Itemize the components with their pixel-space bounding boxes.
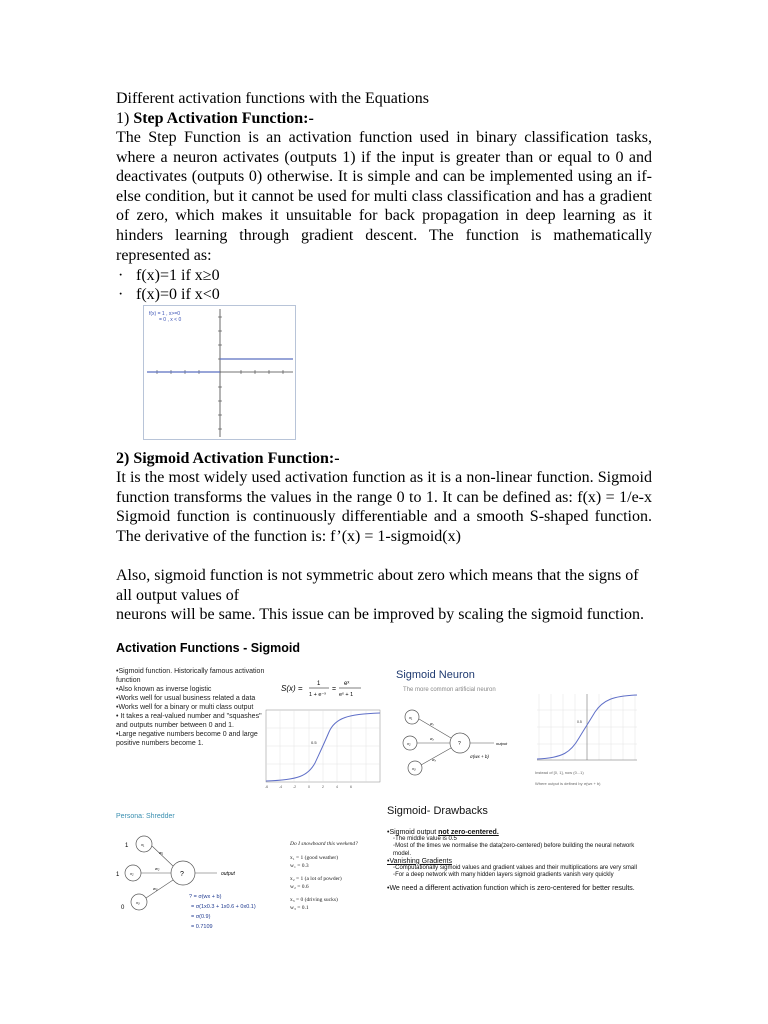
svg-text:1: 1 [317, 681, 321, 687]
step-plot-svg [143, 305, 296, 440]
range-note: Instead of [0, 1], now (0...1) [535, 770, 584, 775]
svg-text:= σ(0.9): = σ(0.9) [191, 914, 211, 920]
step-function-plot [143, 305, 296, 440]
svg-text:x₂: x₂ [130, 871, 134, 876]
svg-text:?: ? [180, 871, 184, 878]
sigmoid-curve-plot [263, 708, 385, 790]
svg-text:?: ? [458, 741, 461, 747]
svg-text:1 + e⁻ˣ: 1 + e⁻ˣ [309, 692, 327, 698]
svg-text:-2: -2 [293, 785, 297, 789]
svg-text:w₁: w₁ [430, 722, 434, 726]
step-bullet-2: · f(x)=0 if x<0 [118, 286, 220, 303]
drawbacks-points: •Sigmoid output not zero-centered. ◦The middle value is 0.5 ◦Most of the times we normalise the data(zero-centered) before building the neural network model. •Vanishing Gradients ◦Computationally sigmoid values and gradient values and their multiplications are very small ◦For a deep network with many hidden layers sigmoid gradients vanish very quickly •We need a different activation function which is zero-centered for better results. [387, 829, 637, 893]
svg-text:4: 4 [336, 785, 338, 789]
persona-slide [113, 810, 383, 935]
sigmoid-neuron-subtitle: The more common artificial neuron [403, 687, 496, 693]
svg-text:x₂: x₂ [407, 741, 411, 746]
step-legend-line-1: f(x) = 1 , x>=0 [149, 311, 180, 317]
intro-line: Different activation functions with the Equations [116, 90, 429, 107]
svg-text:6: 6 [350, 785, 352, 789]
sigmoid-neuron-diagram [398, 706, 523, 778]
svg-text:eˣ: eˣ [344, 681, 350, 687]
svg-text:0: 0 [308, 785, 310, 789]
svg-text:x₁: x₁ [409, 715, 413, 720]
step-body: The Step Function is an activation function used in binary classification tasks, where a neuron activates (outputs 1) if the input is greater than or equal to 0 and deactivates (outputs 0) otherwise. It is simple and can be implemented using an if-else condition, but it cannot be used for multi class classification and has a gradient of zero, which makes it unsuitable for back propagation in deep learning as it hinders learning through gradient descent. The function is mathematically represented as: [116, 129, 652, 264]
svg-text:w₃: w₃ [432, 758, 436, 762]
svg-text:-4: -4 [279, 785, 283, 789]
svg-text:w₂: w₂ [430, 737, 434, 741]
step-heading [116, 109, 652, 129]
slide1-bullets: •Sigmoid function. Historically famous activation function •Also known as inverse logistic •Works well for usual business related a data •Works well for a binary or multi class output • It takes a real-valued number and "squashes" and outputs number between 0 and 1. •Large negative numbers become 0 and large positive numbers become 1. [116, 668, 265, 747]
svg-text:x₁: x₁ [141, 842, 145, 847]
drawbacks-slide [383, 800, 645, 935]
svg-text:w₁: w₁ [159, 850, 164, 855]
sigmoid-body-1: It is the most widely used activation function as it is a non-linear function. Sigmoid function transforms the values in the range 0 to 1. It can be defined as: f(x) = 1/e-x Sigmoid function is continuously differentiable and a smooth S-shaped function. The derivative of the function is: f’(x) = 1-sigmoid(x) [116, 469, 652, 545]
svg-text:0.5: 0.5 [577, 720, 582, 724]
svg-text:S(x) =: S(x) = [281, 684, 303, 693]
persona-neuron-diagram [113, 828, 273, 935]
svg-text:x₃: x₃ [136, 900, 140, 905]
step-legend-line-2: = 0 , x < 0 [159, 317, 182, 323]
sigmoid-heading: 2) Sigmoid Activation Function:- [116, 450, 340, 467]
sigmoid-small-plot [533, 690, 641, 790]
sigmoid-formula [281, 676, 381, 700]
svg-text:eˣ + 1: eˣ + 1 [339, 692, 354, 698]
svg-text:0.5: 0.5 [311, 740, 317, 745]
persona-inputs: Do I snowboard this weekend? x₁ = 1 (good weather) w₁ = 0.3 x₂ = 1 (a lot of powder) w₂ = 0.6 x₃ = 0 (driving sucks) w₃ = 0.1 [290, 841, 358, 911]
svg-text:? = σ(wx + b): ? = σ(wx + b) [189, 894, 222, 900]
svg-text:1: 1 [125, 843, 129, 849]
svg-text:2: 2 [322, 785, 324, 789]
svg-text:-6: -6 [265, 785, 269, 789]
sigmoid-body-2: Also, sigmoid function is not symmetric about zero which means that the signs of all output values of neurons will be same. This issue can be improved by scaling the sigmoid function. [116, 567, 645, 624]
svg-text:=: = [332, 686, 337, 693]
svg-text:= 0.7109: = 0.7109 [191, 924, 213, 930]
drawbacks-title: Sigmoid- Drawbacks [387, 805, 488, 817]
svg-text:0: 0 [121, 905, 125, 911]
svg-text:x₃: x₃ [412, 766, 416, 771]
step-bullet-1: · f(x)=1 if x≥0 [118, 267, 220, 284]
slide1-title: Activation Functions - Sigmoid [116, 641, 301, 655]
persona-label: Persona: Shredder [116, 813, 175, 820]
svg-text:output: output [496, 741, 508, 746]
svg-text:w₃: w₃ [153, 886, 158, 891]
bullet-dot: · [118, 286, 124, 303]
sigmoid-neuron-title: Sigmoid Neuron [396, 669, 475, 681]
svg-text:σ(wx + b): σ(wx + b) [470, 754, 489, 759]
step-title: Step Activation Function:- [133, 110, 314, 127]
bullet-dot: · [118, 267, 124, 284]
svg-text:= σ(1x0.3 + 1x0.6 + 0x0.1): = σ(1x0.3 + 1x0.6 + 0x0.1) [191, 904, 256, 910]
sigmoid-slide [113, 638, 643, 790]
svg-text:1: 1 [116, 872, 120, 878]
svg-text:output: output [221, 871, 235, 877]
step-number: 1) [116, 110, 130, 127]
svg-text:w₂: w₂ [155, 866, 160, 871]
output-note: Where output is defined by σ(wx + b) [535, 781, 601, 786]
